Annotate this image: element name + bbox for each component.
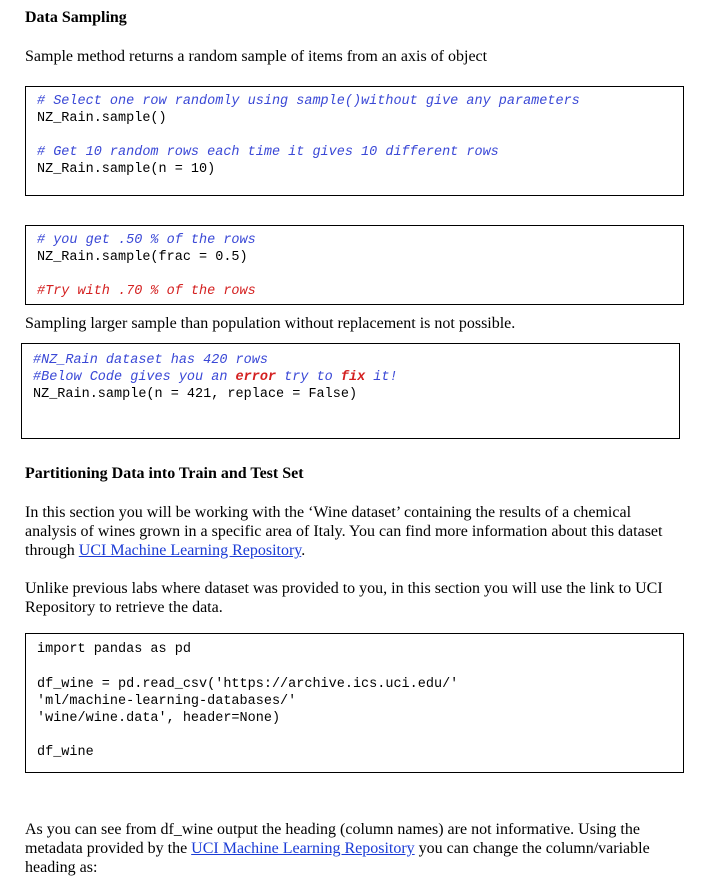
section-heading-partitioning: Partitioning Data into Train and Test Set (25, 465, 304, 482)
section-heading-data-sampling: Data Sampling (25, 9, 127, 26)
text: through (25, 542, 79, 559)
code-line: import pandas as pd (37, 642, 191, 657)
sampling-intro-text: Sample method returns a random sample of items from an axis of object (25, 48, 488, 65)
partition-paragraph-3 (25, 820, 650, 877)
code-box-sample-frac (25, 225, 684, 305)
error-keyword: error (235, 370, 277, 385)
code-line: NZ_Rain.sample(frac = 0.5) (37, 250, 248, 265)
text: you can change the column/variable (414, 840, 650, 857)
code-comment-error-line (33, 369, 398, 386)
code-line: 'wine/wine.data', header=None) (37, 711, 281, 726)
paragraph-line: In this section you will be working with the ‘Wine dataset’ containing the results of a chemical (25, 504, 632, 521)
code-comment: # Get 10 random rows each time it gives 10 different rows (37, 145, 499, 160)
code-comment-red: #Try with .70 % of the rows (37, 284, 256, 299)
code-comment: #NZ_Rain dataset has 420 rows (33, 353, 268, 368)
code-box-wine-import (25, 633, 684, 773)
paragraph-line (25, 839, 650, 858)
code-line: 'ml/machine-learning-databases/' (37, 694, 297, 709)
code-comment: # you get .50 % of the rows (37, 233, 256, 248)
comment-text: #Below Code gives you an (33, 370, 236, 385)
paragraph-line: Repository to retrieve the data. (25, 599, 223, 616)
code-comment: # Select one row randomly using sample()without give any parameters (37, 94, 580, 109)
code-line: NZ_Rain.sample(n = 10) (37, 162, 216, 177)
code-box-sample-basic (25, 86, 684, 196)
comment-text: try to (276, 370, 341, 385)
sampling-note-text: Sampling larger sample than population without replacement is not possible. (25, 315, 516, 332)
code-line: df_wine = pd.read_csv('https://archive.ics.uci.edu/' (37, 677, 459, 692)
paragraph-line: heading as: (25, 859, 98, 876)
uci-repository-link[interactable]: UCI Machine Learning Repository (78, 542, 302, 559)
code-line: NZ_Rain.sample(n = 421, replace = False) (33, 387, 358, 402)
text: . (301, 542, 306, 559)
code-line: NZ_Rain.sample() (37, 111, 167, 126)
paragraph-line: As you can see from df_wine output the heading (column names) are not informative. Using the (25, 821, 640, 838)
partition-paragraph-1 (25, 503, 662, 560)
paragraph-line: Unlike previous labs where dataset was provided to you, in this section you will use the link to UCI (25, 580, 663, 597)
fix-keyword: fix (340, 370, 366, 385)
uci-repository-link[interactable]: UCI Machine Learning Repository (191, 840, 415, 857)
paragraph-line (25, 541, 662, 560)
partition-paragraph-2 (25, 579, 663, 617)
code-box-sample-error (21, 343, 680, 439)
text: metadata provided by the (25, 840, 192, 857)
code-line: df_wine (37, 745, 94, 760)
paragraph-line: analysis of wines grown in a specific area of Italy. You can find more information about this dataset (25, 523, 663, 540)
comment-text: it! (365, 370, 398, 385)
